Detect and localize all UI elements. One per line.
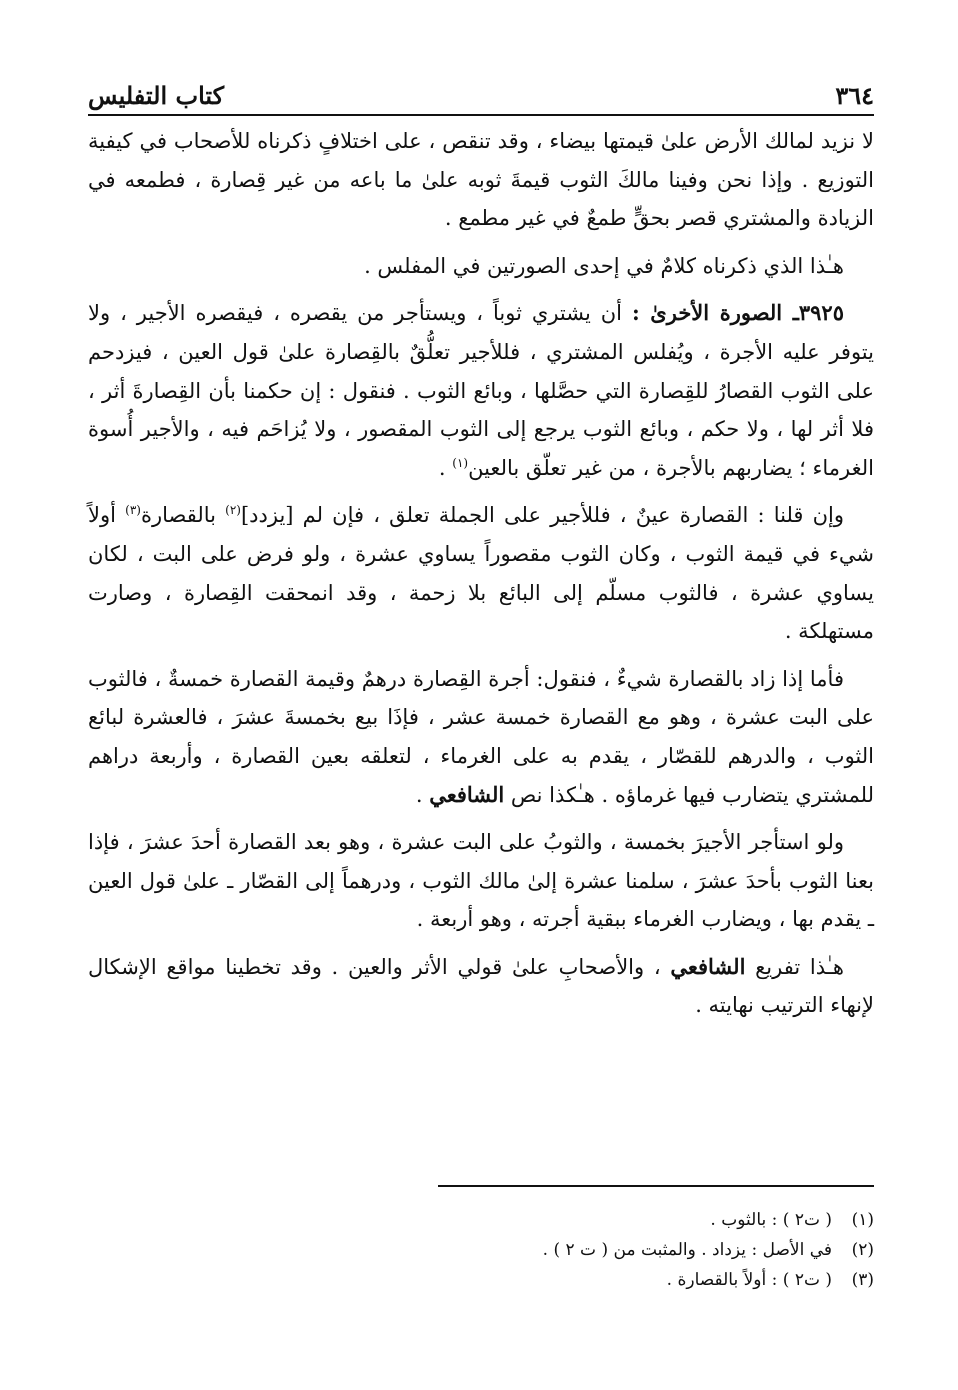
section-heading: ٣٩٢٥ـ الصورة الأخرىٰ :	[631, 300, 844, 326]
footnote-number: (٣)	[851, 1270, 874, 1290]
footnote-item	[88, 1205, 874, 1235]
paragraph	[88, 294, 874, 487]
paragraph	[88, 660, 874, 814]
paragraph	[88, 122, 874, 238]
footnote-text: ( ت٢ ) : أولاً بالقصارة .	[666, 1270, 832, 1290]
main-text	[88, 122, 874, 1025]
footnote-number: (٢)	[851, 1240, 874, 1260]
footnote-ref: (١)	[452, 455, 469, 470]
footnote-ref: (٣)	[125, 503, 141, 518]
footnote-ref: (٢)	[225, 503, 241, 518]
paragraph-text: لا نزيد لمالك الأرض علىٰ قيمتها بيضاء ، وقد تنقص ، على اختلافٍ ذكرناه للأصحاب في كيفية التوزيع . وإذا نحن وفينا مالكَ الثوب قيمةَ ثوبه علىٰ ما باعه من غير قِصارة ، فطمعه في الزيادة والمشتري قصر بحقٍّ طمعٌ في غير مطمع .	[88, 129, 874, 231]
paragraph-text: .	[415, 782, 430, 807]
paragraph-text: فأما إذا زاد بالقصارة شيءٌ ، فنقول: أجرة القِصارة درهمٌ وقيمة القصارة خمسةٌ ، فالثوب على البت عشرة ، وهو مع القصارة خمسة عشر ، فإذَا بيع بخمسةَ عشرَ ، فالعشرة لبائع الثوب ، والدرهم للقصّار ، يقدم به على الغرماء ، لتعلقه بعين القصارة ، وأربعة دراهم للمشتري يتضارب فيها غرماؤه . هـٰكذا نص	[88, 666, 874, 807]
footnote-item	[88, 1235, 874, 1265]
paragraph-text: بالقصارة	[140, 503, 226, 528]
paragraph-text: أولاً شيء في قيمة الثوب ، وكان الثوب مقصوراً يساوي عشرة ، ولو فرض على البت ، لكان يساوي عشرة ، فالثوب مسلّم إلى البائع بلا زحمة ، وقد انمحقت القِصارة ، وصارت مستهلكة .	[88, 503, 874, 644]
emphasized-name: الشافعي	[429, 781, 505, 807]
paragraph	[88, 948, 874, 1025]
paragraph	[88, 496, 874, 650]
emphasized-name: الشافعي	[670, 953, 746, 979]
footnote-number: (١)	[851, 1210, 874, 1230]
paragraph-text: هـٰذا الذي ذكرناه كلامٌ في إحدى الصورتين في المفلس .	[364, 253, 844, 278]
paragraph-text: أن يشتري ثوباً ، ويستأجر من يقصره ، فيقصره الأجير ، ولا يتوفر عليه الأجرة ، ويُفلس المشتري ، فللأجير تعلُّقٌ بالقِصارة علىٰ قول العين ، فيزدحم على الثوب القصارُ للقِصارة التي حصَّلها ، وبائع الثوب . فنقول : إن حكمنا بأن القِصارةَ أثر ، فلا أثر لها ، ولا حكم ، وبائع الثوب يرجع إلى الثوب المقصور ، ولا يُزاحَم فيه ، والأجير أُسوة الغرماء ؛ يضاربهم بالأجرة ، من غير تعلّق بالعين	[88, 301, 874, 480]
footnote-separator	[438, 1185, 874, 1187]
book-page	[88, 70, 874, 1370]
footnote-text: في الأصل : يزداد . والمثبت من ( ت ٢ ) .	[542, 1240, 832, 1260]
paragraph	[88, 247, 874, 286]
paragraph-text: ولو استأجر الأجيرَ بخمسة ، والثوبُ على البت عشرة ، وهو بعد القصارة أحدَ عشرَ ، فإذا بعنا الثوب بأحدَ عشرَ ، سلمنا عشرة إلىٰ مالك الثوب ، ودرهماً إلى القصّار ـ علىٰ قول العين ـ يقدم بها ، ويضارب الغرماء ببقية أجرته ، وهو أربعة .	[88, 830, 874, 932]
paragraph	[88, 823, 874, 939]
running-header	[88, 70, 874, 116]
footnote-item	[88, 1265, 874, 1295]
page-number: ٣٦٤	[835, 81, 874, 110]
paragraph-text: ، والأصحابِ علىٰ قولي الأثر والعين . وقد تخطينا مواقع الإشكال لإنهاء الترتيب نهايته .	[88, 954, 874, 1018]
paragraph-text: هـٰذا تفريع	[745, 954, 844, 979]
book-title: كتاب التفليس	[88, 81, 225, 110]
paragraph-text: .	[438, 455, 453, 480]
footnotes	[88, 1205, 874, 1295]
footnote-text: ( ت٢ ) : بالثوب .	[710, 1210, 832, 1230]
paragraph-text: وإن قلنا : القصارة عينٌ ، فللأجير على الجملة تعلق ، فإن لم [يزدد]	[240, 503, 844, 528]
